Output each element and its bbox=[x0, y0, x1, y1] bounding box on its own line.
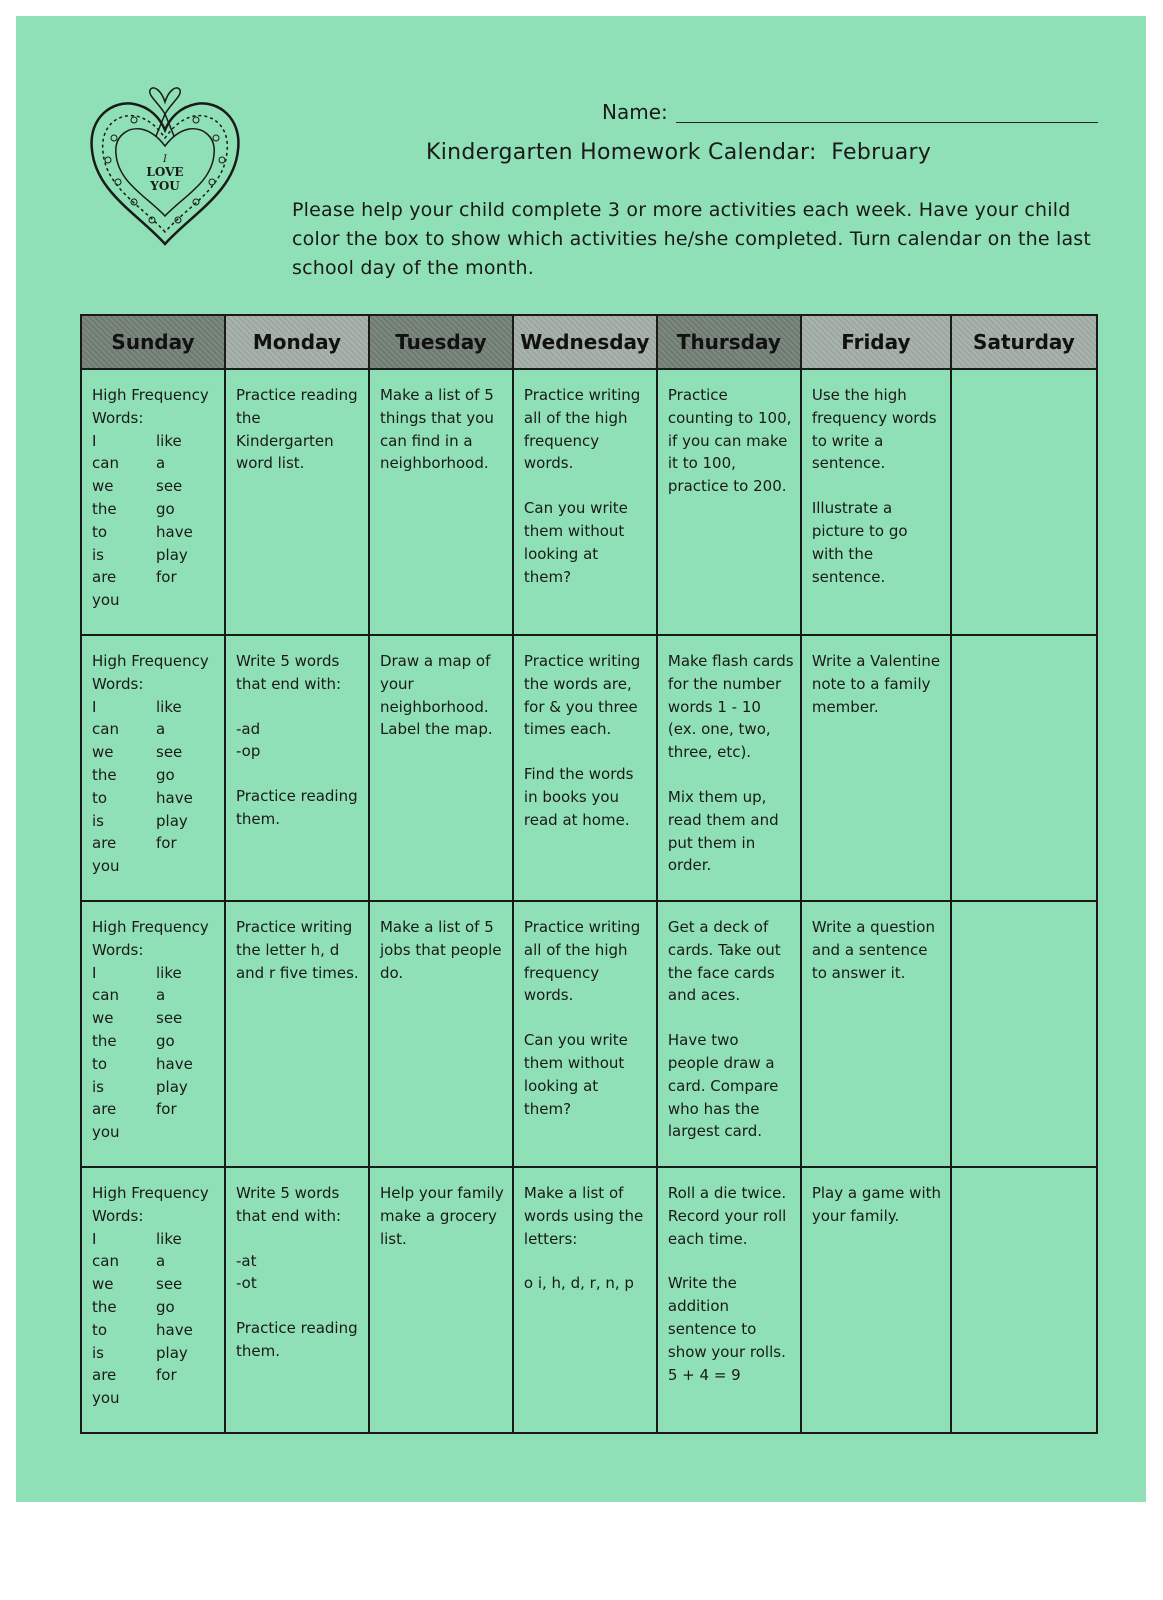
activity-text: Have two people draw a card. Compare who has the largest card. bbox=[667, 1031, 779, 1141]
word: are bbox=[92, 834, 117, 853]
week-row bbox=[81, 369, 1097, 635]
week-row bbox=[81, 1167, 1097, 1433]
word bbox=[156, 1387, 216, 1410]
word: have bbox=[156, 788, 193, 807]
activity-text: Write a question and a sentence to answer it. bbox=[811, 918, 935, 982]
word: you bbox=[92, 1389, 120, 1408]
word: is bbox=[92, 545, 104, 564]
day-header-monday: Monday bbox=[225, 315, 369, 369]
activity-text: Roll a die twice. Record your roll each time. bbox=[667, 1184, 787, 1248]
word: a bbox=[156, 1252, 166, 1271]
word: see bbox=[156, 1009, 183, 1028]
word: we bbox=[92, 743, 114, 762]
word: I bbox=[92, 431, 97, 450]
word: for bbox=[156, 1100, 177, 1119]
heart-logo-icon bbox=[78, 74, 252, 254]
cell-thursday[interactable] bbox=[657, 1167, 801, 1433]
word: we bbox=[92, 1275, 114, 1294]
high-frequency-words bbox=[92, 696, 218, 878]
activity-text: o i, h, d, r, n, p bbox=[523, 1274, 634, 1293]
word: is bbox=[92, 811, 104, 830]
heart-text-3: YOU bbox=[150, 179, 180, 193]
word: a bbox=[156, 986, 166, 1005]
activity-text: Find the words in books you read at home. bbox=[523, 765, 634, 829]
activity-text: Play a game with your family. bbox=[811, 1184, 941, 1225]
activity-text: -at -ot bbox=[235, 1251, 257, 1293]
activity-text: Make flash cards for the number words 1 - 10 (ex. one, two, three, etc). bbox=[667, 652, 794, 762]
word: the bbox=[92, 765, 117, 784]
cell-saturday[interactable] bbox=[951, 635, 1097, 901]
cell-thursday[interactable] bbox=[657, 901, 801, 1167]
cell-tuesday[interactable] bbox=[369, 635, 513, 901]
word: we bbox=[92, 1009, 114, 1028]
word bbox=[156, 1121, 216, 1144]
cell-monday[interactable] bbox=[225, 635, 369, 901]
word bbox=[156, 589, 216, 612]
activity-text: Help your family make a grocery list. bbox=[379, 1184, 504, 1248]
day-header-wednesday: Wednesday bbox=[513, 315, 657, 369]
activity-text: Practice reading them. bbox=[235, 787, 358, 828]
activity-text: Make a list of 5 jobs that people do. bbox=[379, 918, 502, 982]
cell-wednesday[interactable] bbox=[513, 369, 657, 635]
activity-text: Write a Valentine note to a family member. bbox=[811, 652, 941, 716]
page-title: Kindergarten Homework Calendar: February bbox=[426, 140, 932, 165]
activity-text: Get a deck of cards. Take out the face cards and aces. bbox=[667, 918, 781, 1005]
word: the bbox=[92, 499, 117, 518]
word: like bbox=[156, 1229, 182, 1248]
word: you bbox=[92, 591, 120, 610]
word: you bbox=[92, 1123, 120, 1142]
week-row bbox=[81, 901, 1097, 1167]
cell-friday[interactable] bbox=[801, 369, 951, 635]
word: a bbox=[156, 454, 166, 473]
activity-text: Practice writing all of the high frequency words. bbox=[523, 918, 641, 1005]
word: like bbox=[156, 431, 182, 450]
cell-friday[interactable] bbox=[801, 635, 951, 901]
word: can bbox=[92, 454, 119, 473]
word: the bbox=[92, 1297, 117, 1316]
homework-calendar bbox=[80, 314, 1098, 1434]
word: can bbox=[92, 986, 119, 1005]
day-header-friday: Friday bbox=[801, 315, 951, 369]
cell-saturday[interactable] bbox=[951, 369, 1097, 635]
cell-sunday[interactable] bbox=[81, 901, 225, 1167]
name-label: Name: bbox=[602, 100, 668, 124]
word: to bbox=[92, 788, 108, 807]
word: for bbox=[156, 1366, 177, 1385]
activity-text: -ad -op bbox=[235, 719, 261, 761]
word: play bbox=[156, 545, 188, 564]
word bbox=[156, 855, 216, 878]
word: go bbox=[156, 1297, 175, 1316]
activity-text: Write 5 words that end with: bbox=[235, 1184, 342, 1225]
word: I bbox=[92, 697, 97, 716]
day-header-thursday: Thursday bbox=[657, 315, 801, 369]
activity-text: Can you write them without looking at them? bbox=[523, 499, 628, 586]
cell-wednesday[interactable] bbox=[513, 901, 657, 1167]
activity-text: Practice writing the letter h, d and r five times. bbox=[235, 918, 359, 982]
word: can bbox=[92, 720, 119, 739]
cell-wednesday[interactable] bbox=[513, 635, 657, 901]
name-line[interactable] bbox=[676, 122, 1098, 123]
cell-monday[interactable] bbox=[225, 901, 369, 1167]
word: to bbox=[92, 522, 108, 541]
word: are bbox=[92, 1100, 117, 1119]
word: see bbox=[156, 743, 183, 762]
activity-text: Practice writing all of the high frequency words. bbox=[523, 386, 641, 473]
high-frequency-words bbox=[92, 430, 218, 612]
cell-saturday[interactable] bbox=[951, 901, 1097, 1167]
high-frequency-title: High Frequency Words: bbox=[92, 918, 209, 959]
cell-friday[interactable] bbox=[801, 1167, 951, 1433]
activity-text: Make a list of words using the letters: bbox=[523, 1184, 644, 1248]
activity-text: Practice writing the words are, for & you three times each. bbox=[523, 652, 641, 739]
instructions: Please help your child complete 3 or more activities each week. Have your child color the box to show which activities he/she completed. Turn calendar on the last school day of the month. bbox=[292, 199, 1092, 279]
day-header-row bbox=[81, 315, 1097, 369]
word: for bbox=[156, 568, 177, 587]
word: are bbox=[92, 568, 117, 587]
high-frequency-words bbox=[92, 1228, 218, 1410]
word: play bbox=[156, 811, 188, 830]
word: go bbox=[156, 765, 175, 784]
word: are bbox=[92, 1366, 117, 1385]
activity-text: Draw a map of your neighborhood. Label the map. bbox=[379, 652, 493, 739]
word: play bbox=[156, 1077, 188, 1096]
word: a bbox=[156, 720, 166, 739]
word: the bbox=[92, 1031, 117, 1050]
word: you bbox=[92, 857, 120, 876]
homework-sheet bbox=[16, 16, 1146, 1502]
high-frequency-title: High Frequency Words: bbox=[92, 652, 209, 693]
word: I bbox=[92, 963, 97, 982]
word: is bbox=[92, 1343, 104, 1362]
day-header-tuesday: Tuesday bbox=[369, 315, 513, 369]
cell-tuesday[interactable] bbox=[369, 1167, 513, 1433]
word: have bbox=[156, 1320, 193, 1339]
heart-text-2: LOVE bbox=[146, 165, 184, 179]
cell-sunday[interactable] bbox=[81, 1167, 225, 1433]
cell-tuesday[interactable] bbox=[369, 901, 513, 1167]
cell-thursday[interactable] bbox=[657, 635, 801, 901]
activity-text: Practice reading them. bbox=[235, 1319, 358, 1360]
activity-text: Use the high frequency words to write a sentence. bbox=[811, 386, 937, 473]
heart-text-1: I bbox=[163, 154, 167, 165]
word: have bbox=[156, 1054, 193, 1073]
cell-monday[interactable] bbox=[225, 369, 369, 635]
activity-text: Practice reading the Kindergarten word list. bbox=[235, 386, 358, 473]
word: go bbox=[156, 1031, 175, 1050]
word: see bbox=[156, 1275, 183, 1294]
cell-sunday[interactable] bbox=[81, 635, 225, 901]
activity-text: Make a list of 5 things that you can find in a neighborhood. bbox=[379, 386, 494, 473]
word: to bbox=[92, 1320, 108, 1339]
cell-saturday[interactable] bbox=[951, 1167, 1097, 1433]
cell-monday[interactable] bbox=[225, 1167, 369, 1433]
activity-text: Write 5 words that end with: bbox=[235, 652, 342, 693]
activity-text: Mix them up, read them and put them in order. bbox=[667, 787, 779, 875]
high-frequency-words bbox=[92, 962, 218, 1144]
word: see bbox=[156, 477, 183, 496]
word: like bbox=[156, 963, 182, 982]
day-header-sunday: Sunday bbox=[81, 315, 225, 369]
week-row bbox=[81, 635, 1097, 901]
cell-tuesday[interactable] bbox=[369, 369, 513, 635]
cell-thursday[interactable] bbox=[657, 369, 801, 635]
word: we bbox=[92, 477, 114, 496]
word: have bbox=[156, 522, 193, 541]
word: is bbox=[92, 1077, 104, 1096]
day-header-saturday: Saturday bbox=[951, 315, 1097, 369]
high-frequency-title: High Frequency Words: bbox=[92, 386, 209, 427]
word: play bbox=[156, 1343, 188, 1362]
activity-text: Can you write them without looking at them? bbox=[523, 1031, 628, 1118]
word: can bbox=[92, 1252, 119, 1271]
high-frequency-title: High Frequency Words: bbox=[92, 1184, 209, 1225]
activity-text: Practice counting to 100, if you can make it to 100, practice to 200. bbox=[667, 386, 792, 496]
word: like bbox=[156, 697, 182, 716]
cell-wednesday[interactable] bbox=[513, 1167, 657, 1433]
word: I bbox=[92, 1229, 97, 1248]
word: go bbox=[156, 499, 175, 518]
cell-friday[interactable] bbox=[801, 901, 951, 1167]
activity-text: Illustrate a picture to go with the sentence. bbox=[811, 499, 908, 586]
cell-sunday[interactable] bbox=[81, 369, 225, 635]
word: for bbox=[156, 834, 177, 853]
word: to bbox=[92, 1054, 108, 1073]
activity-text: Write the addition sentence to show your rolls. 5 + 4 = 9 bbox=[667, 1274, 786, 1384]
